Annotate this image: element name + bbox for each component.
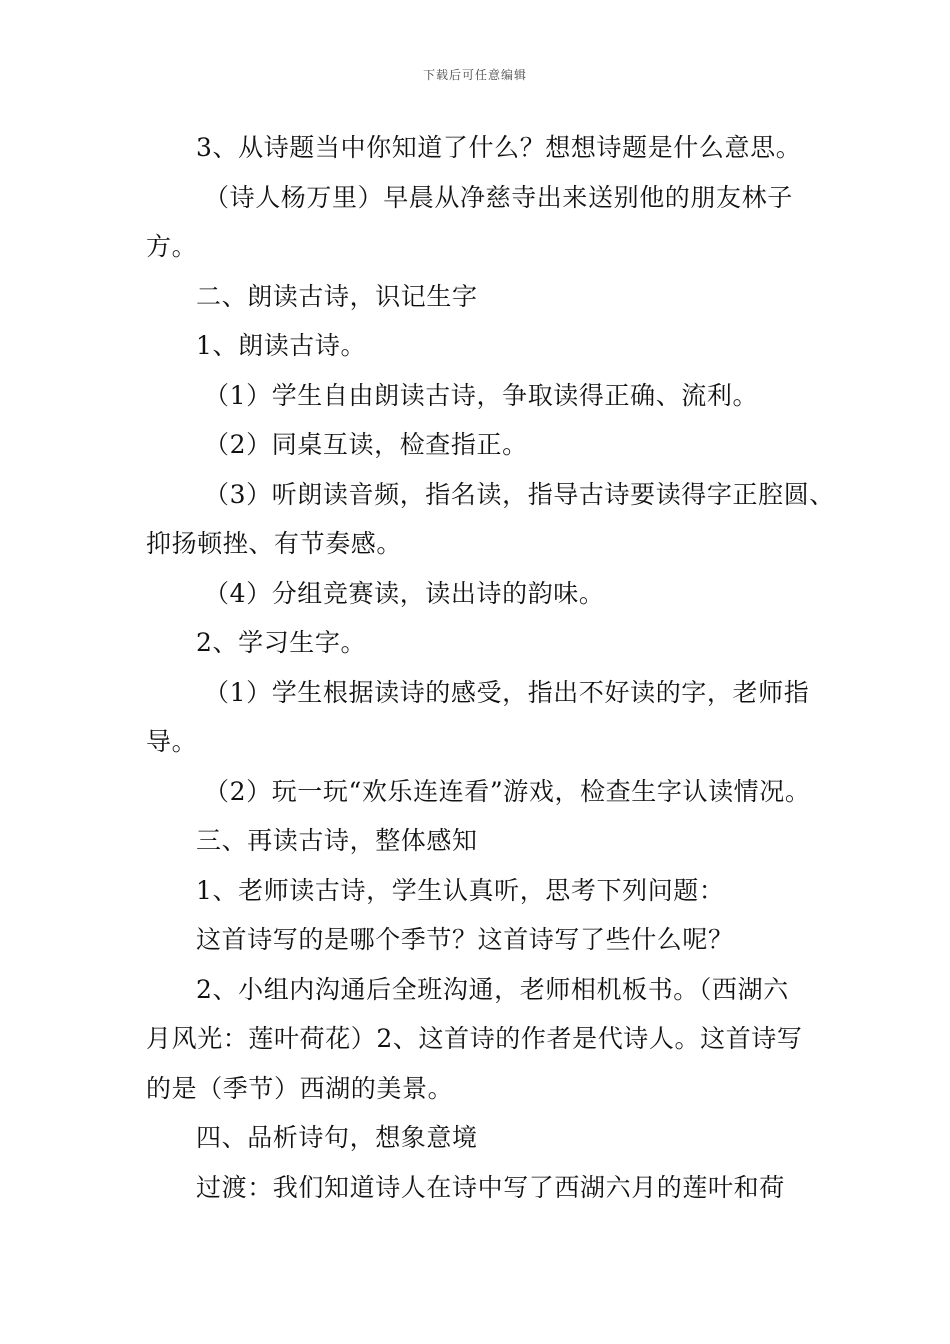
paragraph-line: （2）同桌互读，检查指正。 xyxy=(204,430,528,459)
paragraph-line: 3、从诗题当中你知道了什么？想想诗题是什么意思。 xyxy=(196,133,802,162)
paragraph-line: 过渡：我们知道诗人在诗中写了西湖六月的莲叶和荷 xyxy=(196,1172,785,1202)
paragraph-line: （4）分组竞赛读，读出诗的韵味。 xyxy=(204,578,605,608)
paragraph-line: 导。 xyxy=(146,727,198,756)
section-heading: 三、再读古诗，整体感知 xyxy=(196,826,478,855)
section-heading: 二、朗读古诗，识记生字 xyxy=(196,281,478,311)
paragraph-line: 方。 xyxy=(146,232,198,261)
paragraph-line: 的是（季节）西湖的美景。 xyxy=(146,1073,454,1103)
section-heading: 四、品析诗句，想象意境 xyxy=(196,1123,478,1152)
paragraph-line: 2、学习生字。 xyxy=(196,628,367,657)
page-header-note: 下载后可任意编辑 xyxy=(422,68,527,82)
paragraph-line: 抑扬顿挫、有节奏感。 xyxy=(146,529,403,558)
paragraph-line: 这首诗写的是哪个季节？这首诗写了些什么呢？ xyxy=(196,925,734,954)
paragraph-line: 1、朗读古诗。 xyxy=(196,331,367,360)
paragraph-line: （1）学生根据读诗的感受，指出不好读的字，老师指 xyxy=(204,677,810,707)
paragraph-line: （1）学生自由朗读古诗，争取读得正确、流利。 xyxy=(204,380,759,410)
paragraph-line: （诗人杨万里）早晨从净慈寺出来送别他的朋友林子 xyxy=(204,182,793,212)
paragraph-line: （2）玩一玩“欢乐连连看”游戏，检查生字认读情况。 xyxy=(204,776,811,806)
document-body xyxy=(146,128,835,1217)
paragraph-line: 月风光：莲叶荷花）2、这首诗的作者是代诗人。这首诗写 xyxy=(146,1024,803,1053)
paragraph-line: （3）听朗读音频，指名读，指导古诗要读得字正腔圆、 xyxy=(204,479,835,509)
paragraph-line: 2、小组内沟通后全班沟通，老师相机板书。（西湖六 xyxy=(196,974,789,1004)
paragraph-line: 1、老师读古诗，学生认真听，思考下列问题： xyxy=(196,875,725,905)
